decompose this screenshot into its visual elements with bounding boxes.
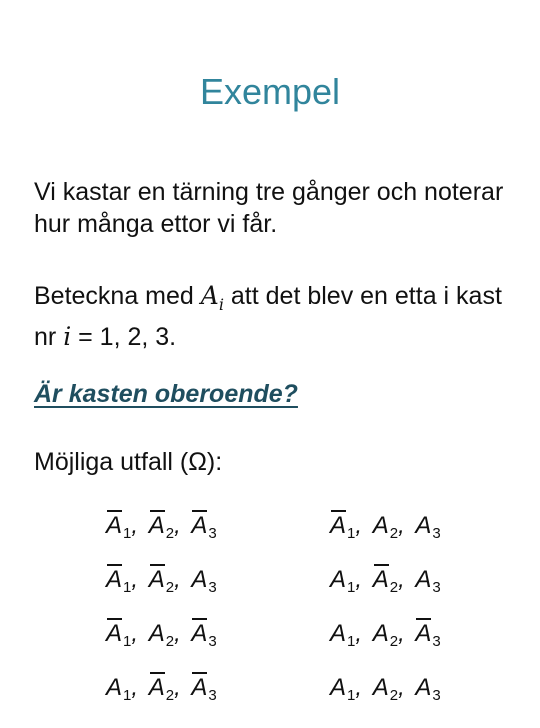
event-letter: A: [415, 674, 432, 701]
event: [149, 620, 174, 650]
complement-event: [373, 566, 398, 596]
outcome-row: [106, 566, 217, 620]
event-letter: A: [330, 566, 347, 593]
outcomes-label: Möjliga utfall (Ω):: [34, 448, 223, 476]
event-separator: ,: [398, 620, 405, 647]
event-index: 3: [208, 579, 217, 596]
event-letter: A: [191, 674, 208, 701]
event-index: 2: [389, 687, 399, 704]
event-separator: ,: [174, 620, 181, 647]
definition-paragraph: [34, 280, 514, 353]
intro-paragraph: Vi kastar en tärning tre gånger och noterar hur många ettor vi får.: [34, 178, 504, 238]
complement-bar: [374, 564, 389, 566]
complement-event: [330, 512, 355, 542]
complement-bar: [107, 618, 122, 620]
event-index: 3: [208, 633, 217, 650]
event-index: 1: [123, 633, 132, 650]
event-letter: A: [148, 566, 165, 593]
event: [373, 512, 398, 542]
event-letter: A: [191, 620, 208, 647]
event-letter: A: [372, 620, 389, 647]
outcome-row: [106, 512, 217, 566]
event-separator: ,: [355, 566, 363, 593]
event-separator: ,: [131, 512, 139, 539]
event-separator: ,: [398, 674, 405, 701]
event-symbol: [200, 281, 224, 314]
outcomes-right-column: [330, 512, 441, 728]
complement-bar: [331, 510, 346, 512]
event-index: 1: [123, 579, 132, 596]
event-index: 3: [432, 687, 441, 704]
event-index: 1: [347, 525, 356, 542]
event: [373, 674, 398, 704]
complement-event: [415, 620, 440, 650]
event-separator: ,: [131, 566, 139, 593]
independence-question: Är kasten oberoende?: [34, 380, 298, 408]
outcomes-grid: [0, 512, 540, 702]
event-letter: A: [330, 674, 347, 701]
event-index: 2: [389, 579, 399, 596]
event: [415, 512, 440, 542]
complement-bar: [150, 672, 165, 674]
complement-event: [191, 620, 216, 650]
complement-event: [149, 512, 174, 542]
event-index: 1: [123, 687, 132, 704]
event-index: 2: [389, 525, 399, 542]
complement-bar: [150, 510, 165, 512]
event: [415, 674, 440, 704]
event: [106, 674, 131, 704]
event: [373, 620, 398, 650]
complement-bar: [416, 618, 431, 620]
outcome-row: [330, 620, 441, 674]
event-letter: A: [415, 620, 432, 647]
event-letter: A: [415, 566, 432, 593]
event-letter: A: [106, 566, 123, 593]
definition-text-before: Beteckna med: [34, 282, 201, 310]
event-letter: A: [415, 512, 432, 539]
event-symbol-subscript: i: [218, 295, 224, 314]
event-index: 3: [208, 525, 217, 542]
complement-event: [191, 512, 216, 542]
outcome-row: [330, 512, 441, 566]
event: [330, 674, 355, 704]
complement-bar: [150, 564, 165, 566]
event-letter: A: [330, 512, 347, 539]
outcome-row: [106, 620, 217, 674]
event-letter: A: [372, 566, 389, 593]
event-letter: A: [191, 566, 208, 593]
event-index: 2: [165, 687, 175, 704]
event-index: 3: [208, 687, 217, 704]
event-letter: A: [372, 674, 389, 701]
event-letter: A: [148, 512, 165, 539]
event-letter: A: [191, 512, 208, 539]
event-letter: A: [106, 620, 123, 647]
event-separator: ,: [174, 512, 181, 539]
event-separator: ,: [355, 620, 363, 647]
event-index: 1: [347, 579, 356, 596]
event-symbol-letter: A: [200, 281, 219, 310]
outcomes-left-column: [106, 512, 217, 728]
event-separator: ,: [398, 566, 405, 593]
event-index: 2: [165, 579, 175, 596]
slide-title: Exempel: [199, 71, 341, 112]
definition-text-middle: att det blev en etta i kast nr: [34, 282, 502, 351]
complement-bar: [192, 672, 207, 674]
event-separator: ,: [131, 674, 139, 701]
event-index: 3: [432, 579, 441, 596]
event: [330, 620, 355, 650]
event-separator: ,: [174, 674, 181, 701]
complement-event: [106, 620, 131, 650]
event-letter: A: [106, 512, 123, 539]
event-index: 2: [165, 525, 175, 542]
event: [415, 566, 440, 596]
event-index: 1: [347, 687, 356, 704]
complement-bar: [192, 510, 207, 512]
event-letter: A: [148, 674, 165, 701]
complement-event: [149, 674, 174, 704]
event-letter: A: [330, 620, 347, 647]
event-separator: ,: [355, 674, 363, 701]
event-separator: ,: [131, 620, 139, 647]
complement-event: [191, 674, 216, 704]
event: [330, 566, 355, 596]
event-separator: ,: [355, 512, 363, 539]
event-separator: ,: [398, 512, 405, 539]
event-index: 3: [432, 525, 441, 542]
complement-bar: [192, 618, 207, 620]
event-index: 2: [165, 633, 175, 650]
outcome-row: [330, 566, 441, 620]
event-index: 1: [347, 633, 356, 650]
event-letter: A: [372, 512, 389, 539]
complement-event: [106, 566, 131, 596]
event-separator: ,: [174, 566, 181, 593]
event-index: 2: [389, 633, 399, 650]
event: [191, 566, 216, 596]
event-letter: A: [106, 674, 123, 701]
complement-bar: [107, 510, 122, 512]
event-index: 3: [432, 633, 441, 650]
complement-bar: [107, 564, 122, 566]
event-letter: A: [148, 620, 165, 647]
complement-event: [149, 566, 174, 596]
complement-event: [106, 512, 131, 542]
event-index: 1: [123, 525, 132, 542]
index-variable: i: [63, 322, 72, 351]
definition-text-after: = 1, 2, 3.: [71, 323, 177, 351]
